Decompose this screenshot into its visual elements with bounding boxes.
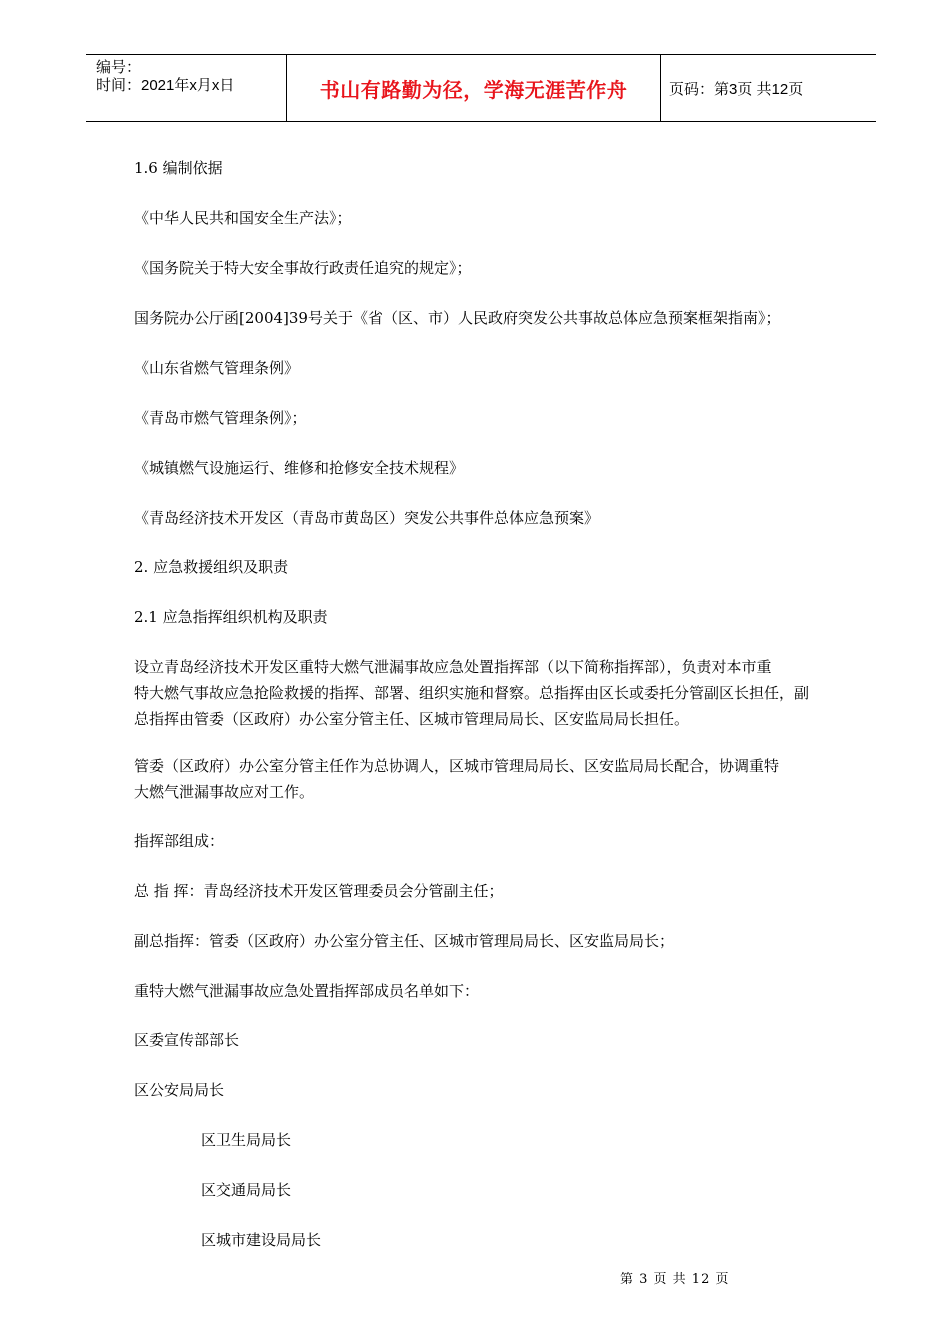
member-item: 区委宣传部部长	[134, 1031, 240, 1049]
reference-item: 国务院办公厅函[2004]39号关于《省（区、市）人民政府突发公共事故总体应急预案框架指南》；	[134, 309, 781, 327]
paragraph-coordination	[134, 753, 862, 805]
commander-line: 总 指 挥：青岛经济技术开发区管理委员会分管副主任；	[134, 882, 504, 900]
member-item: 区公安局局长	[134, 1081, 225, 1099]
paragraph-line: 管委（区政府）办公室分管主任作为总协调人，区城市管理局局长、区安监局局长配合，协调重特	[134, 757, 780, 775]
paragraph-line: 总指挥由管委（区政府）办公室分管主任、区城市管理局局长、区安监局局长担任。	[134, 710, 690, 728]
member-item: 区交通局局长	[201, 1181, 292, 1199]
header-time-label: 时间：2021年x月x日	[96, 77, 235, 94]
section-heading-2-1: 2.1 应急指挥组织机构及职责	[134, 608, 328, 626]
reference-item: 《城镇燃气设施运行、维修和抢修安全技术规程》	[134, 459, 465, 477]
section-heading-1-6: 1.6 编制依据	[134, 159, 223, 177]
header-number-label: 编号：	[96, 59, 142, 76]
section-heading-2: 2. 应急救援组织及职责	[134, 558, 289, 576]
page-header	[86, 54, 876, 122]
header-motto: 书山有路勤为径，学海无涯苦作舟	[287, 55, 661, 121]
paragraph-line: 大燃气泄漏事故应对工作。	[134, 783, 315, 801]
paragraph-command-structure	[134, 654, 862, 732]
paragraph-line: 设立青岛经济技术开发区重特大燃气泄漏事故应急处置指挥部（以下简称指挥部），负责对本市重	[134, 658, 772, 676]
reference-item: 《中华人民共和国安全生产法》；	[134, 209, 352, 227]
header-page-label: 页码：第3页 共12页	[669, 80, 804, 98]
command-composition-label: 指挥部组成：	[134, 832, 225, 850]
reference-item: 《山东省燃气管理条例》	[134, 359, 300, 377]
page-footer: 第 3 页 共 12 页	[620, 1272, 730, 1287]
reference-item: 《青岛经济技术开发区（青岛市黄岛区）突发公共事件总体应急预案》	[134, 509, 600, 527]
member-item: 区城市建设局局长	[201, 1231, 322, 1249]
member-list-intro: 重特大燃气泄漏事故应急处置指挥部成员名单如下：	[134, 982, 480, 1000]
paragraph-line: 特大燃气事故应急抢险救援的指挥、部署、组织实施和督察。总指挥由区长或委托分管副区长担任，副	[134, 684, 810, 702]
header-meta-cell	[86, 55, 287, 121]
member-item: 区卫生局局长	[201, 1131, 292, 1149]
reference-item: 《青岛市燃气管理条例》；	[134, 409, 307, 427]
reference-item: 《国务院关于特大安全事故行政责任追究的规定》；	[134, 259, 472, 277]
deputy-commander-line: 副总指挥：管委（区政府）办公室分管主任、区城市管理局局长、区安监局局长；	[134, 932, 675, 950]
